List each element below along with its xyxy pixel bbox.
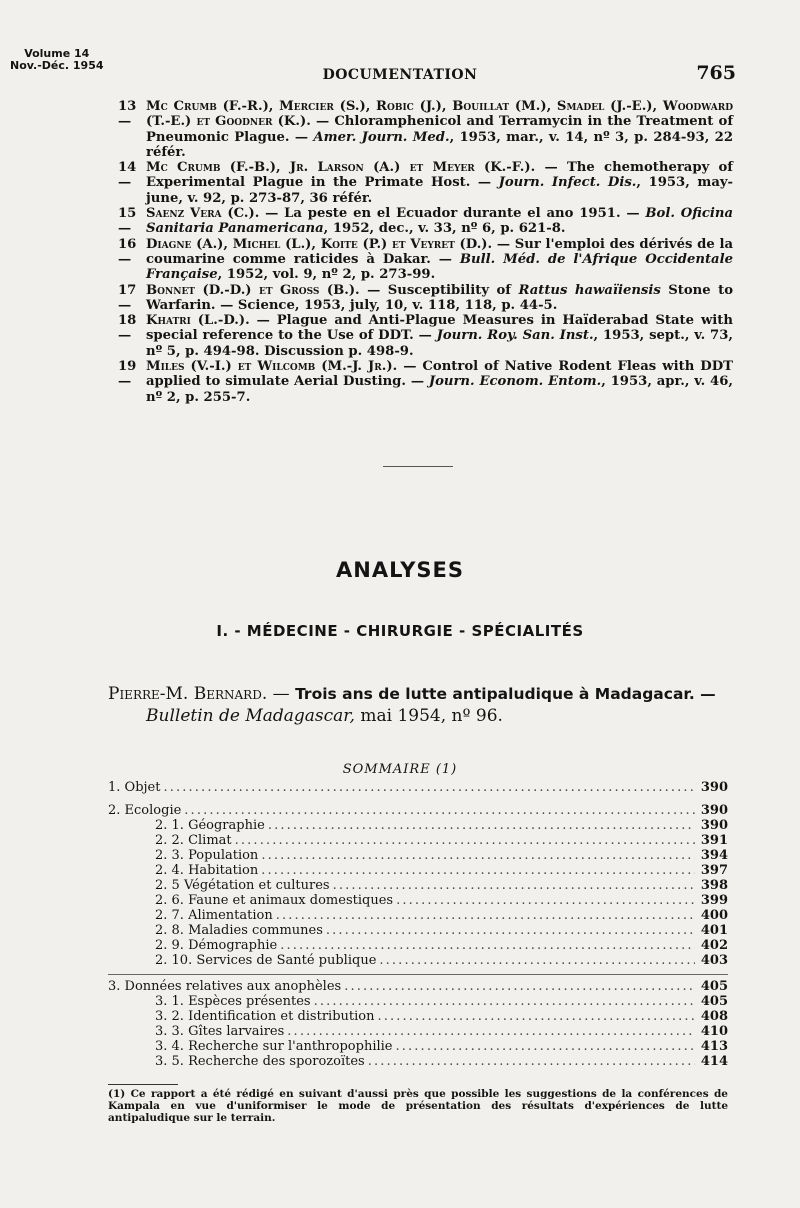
- citation-title: Trois ans de lutte antipaludique à Madagacar. —: [295, 685, 716, 703]
- toc-section: [108, 780, 728, 795]
- toc-section: [108, 803, 728, 818]
- toc-item: [108, 878, 728, 893]
- toc-page: 413: [700, 1039, 728, 1054]
- reference-title: — The chemotherapy of Experimental Plague in the Primate Host. —: [146, 160, 733, 191]
- toc-item: [108, 863, 728, 878]
- toc-leader: [163, 780, 695, 795]
- reference-details: , 1953, apr., v. 46, nº 2, p. 255-7.: [146, 374, 734, 405]
- toc-item-label: 2. 9. Démographie: [155, 938, 278, 953]
- reference-item: [118, 160, 733, 206]
- toc-page: 414: [700, 1054, 728, 1069]
- reference-authors: Mc Crumb (F.-R.), Mercier (S.), Robic (J.), Bouillat (M.), Smadel (J.-E.), Woodward (T.-E.) et Goodner (K.).: [146, 99, 733, 130]
- analysis-citation: [108, 683, 748, 727]
- citation-author: Pierre-M. Bernard.: [108, 684, 268, 704]
- reference-item: [118, 206, 733, 237]
- reference-journal: Journ. Econom. Entom.: [428, 374, 602, 390]
- toc-item: [108, 923, 728, 938]
- toc-item-label: 2. 5 Végétation et cultures: [155, 878, 330, 893]
- reference-details: , 1952, vol. 9, nº 2, p. 273-99.: [217, 267, 436, 283]
- toc-leader: [333, 878, 695, 893]
- issue-date: Nov.-Déc. 1954: [10, 59, 104, 72]
- reference-item: [118, 283, 733, 314]
- reference-number: 19 —: [118, 359, 137, 390]
- reference-journal: Amer. Journ. Med.: [313, 129, 450, 145]
- toc-item-label: 2. 4. Habitation: [155, 863, 259, 878]
- reference-details: Stone to Warfarin. — Science, 1953, july, 10, v. 118, 118, p. 44-5.: [146, 282, 733, 313]
- reference-details: , 1953, sept., v. 73, nº 5, p. 494-98. Discussion p. 498-9.: [146, 328, 733, 359]
- toc-divider: [108, 974, 728, 975]
- reference-text: [146, 283, 733, 314]
- citation-details: mai 1954, nº 96.: [354, 706, 503, 726]
- toc-leader: [184, 803, 695, 818]
- toc-item-label: 2. 2. Climat: [155, 833, 232, 848]
- reference-number: 18 —: [118, 313, 137, 344]
- toc-leader: [261, 863, 695, 878]
- toc-section-label: 1. Objet: [108, 780, 161, 795]
- reference-text: [146, 237, 733, 283]
- toc-item: [108, 908, 728, 923]
- reference-details: , 1953, may-june, v. 92, p. 273-87, 36 référ.: [146, 175, 734, 206]
- toc-item-label: 3. 4. Recherche sur l'anthropophilie: [155, 1039, 393, 1054]
- toc-item-label: 2. 8. Maladies communes: [155, 923, 323, 938]
- toc-item-label: 2. 10. Services de Santé publique: [155, 953, 377, 968]
- toc-item-label: 2. 3. Population: [155, 848, 259, 863]
- reference-title: — La peste en el Ecuador durante el ano 1951. —: [259, 206, 646, 222]
- page-number: 765: [696, 62, 736, 84]
- toc-leader: [280, 938, 695, 953]
- reference-title: — Sur l'emploi des dérivés de la coumarine comme raticides à Dakar. —: [146, 236, 733, 267]
- table-of-contents: [108, 780, 728, 1069]
- reference-number: 14 —: [118, 160, 137, 191]
- reference-authors: Bonnet (D.-D.) et Gross (B.).: [146, 282, 360, 298]
- toc-leader: [276, 908, 695, 923]
- toc-item-label: 2. 6. Faune et animaux domestiques: [155, 893, 394, 908]
- toc-item: [108, 1024, 728, 1039]
- reference-authors: Diagne (A.), Michel (L.), Koite (P.) et Veyret (D.).: [146, 236, 493, 252]
- reference-text: [146, 99, 733, 160]
- toc-page: 402: [700, 938, 728, 953]
- toc-item: [108, 833, 728, 848]
- toc-leader: [377, 1009, 695, 1024]
- reference-list: [118, 99, 733, 405]
- toc-page: 405: [700, 979, 728, 994]
- reference-text: [146, 206, 733, 237]
- toc-item-label: 3. 5. Recherche des sporozoïtes: [155, 1054, 365, 1069]
- toc-item-label: 2. 7. Alimentation: [155, 908, 273, 923]
- reference-item: [118, 237, 733, 283]
- toc-leader: [368, 1054, 695, 1069]
- reference-journal: Bol. Oficina Sanitaria Panamericana: [146, 206, 733, 237]
- toc-page: 391: [700, 833, 728, 848]
- toc-item-label: 3. 3. Gîtes larvaires: [155, 1024, 285, 1039]
- section-heading: I. - MÉDECINE - CHIRURGIE - SPÉCIALITÉS: [216, 622, 584, 640]
- toc-item-label: 3. 1. Espèces présentes: [155, 994, 311, 1009]
- separator-rule: [383, 466, 453, 467]
- toc-section: [108, 979, 728, 994]
- toc-item: [108, 1039, 728, 1054]
- toc-leader: [326, 923, 695, 938]
- reference-item: [118, 313, 733, 359]
- sommaire-heading: SOMMAIRE (1): [342, 762, 458, 777]
- reference-title: — Susceptibility of: [359, 282, 519, 298]
- toc-leader: [314, 994, 695, 1009]
- toc-page: 398: [700, 878, 728, 893]
- toc-page: 390: [700, 818, 728, 833]
- reference-authors: Saenz Vera (C.).: [146, 206, 260, 222]
- toc-leader: [268, 818, 695, 833]
- toc-item: [108, 1009, 728, 1024]
- reference-journal: Bull. Méd. de l'Afrique Occidentale Française: [146, 251, 733, 283]
- reference-number: 16 —: [118, 236, 137, 267]
- reference-title: — Chloramphenicol and Terramycin in the Treatment of Pneumonic Plague. —: [146, 114, 733, 145]
- toc-page: 403: [700, 953, 728, 968]
- toc-item: [108, 848, 728, 863]
- volume-label: Volume 14: [24, 47, 90, 60]
- toc-page: 400: [700, 908, 728, 923]
- reference-item: [118, 99, 733, 160]
- citation-journal: Bulletin de Madagascar,: [146, 706, 355, 726]
- toc-leader: [379, 953, 695, 968]
- toc-page: 397: [700, 863, 728, 878]
- toc-leader: [287, 1024, 695, 1039]
- reference-authors: Mc Crumb (F.-B.), Jr. Larson (A.) et Meyer (K.-F.).: [146, 160, 536, 176]
- reference-number: 17 —: [118, 282, 137, 313]
- toc-item: [108, 818, 728, 833]
- reference-item: [118, 359, 733, 405]
- footnote: (1) Ce rapport a été rédigé en suivant d'aussi près que possible les suggestions de la conférences de Kampala en vue d'uniformiser le mode de présentation des résultats d'expériences de lutte antipaludique sur le terrain.: [108, 1088, 728, 1124]
- reference-journal: Rattus hawaïiensis: [518, 282, 661, 298]
- toc-item-label: 2. 1. Géographie: [155, 818, 265, 833]
- reference-text: [146, 313, 733, 359]
- toc-page: 394: [700, 848, 728, 863]
- running-title: DOCUMENTATION: [322, 67, 478, 83]
- analyses-heading: ANALYSES: [336, 558, 464, 582]
- reference-authors: Khatri (L.-D.).: [146, 313, 250, 329]
- toc-leader: [235, 833, 695, 848]
- toc-item: [108, 893, 728, 908]
- toc-page: 408: [700, 1009, 728, 1024]
- toc-section-label: 2. Ecologie: [108, 803, 182, 818]
- reference-title: — Plague and Anti-Plague Measures in Haïderabad State with special reference to the Use of DDT. —: [146, 313, 733, 344]
- reference-text: [146, 160, 733, 206]
- toc-leader: [396, 1039, 696, 1054]
- reference-number: 15 —: [118, 206, 137, 237]
- reference-title: — Control of Native Rodent Fleas with DDT applied to simulate Aerial Dusting. —: [146, 359, 733, 390]
- reference-number: 13 —: [118, 99, 137, 130]
- toc-item: [108, 953, 728, 968]
- citation-dash: —: [267, 684, 296, 704]
- toc-page: 405: [700, 994, 728, 1009]
- reference-journal: Journ. Infect. Dis.: [498, 175, 637, 191]
- toc-page: 399: [700, 893, 728, 908]
- toc-item-label: 3. 2. Identification et distribution: [155, 1009, 375, 1024]
- reference-journal: Journ. Roy. San. Inst.: [436, 328, 594, 344]
- toc-leader: [396, 893, 695, 908]
- toc-page: 410: [700, 1024, 728, 1039]
- reference-authors: Miles (V.-I.) et Wilcomb (M.-J. Jr.).: [146, 359, 398, 375]
- toc-item: [108, 938, 728, 953]
- toc-leader: [344, 979, 695, 994]
- toc-section-label: 3. Données relatives aux anophèles: [108, 979, 342, 994]
- toc-page: 401: [700, 923, 728, 938]
- toc-page: 390: [700, 780, 728, 795]
- toc-item: [108, 1054, 728, 1069]
- toc-leader: [261, 848, 695, 863]
- reference-details: , 1952, dec., v. 33, nº 6, p. 621-8.: [323, 221, 566, 237]
- footnote-rule: [108, 1084, 178, 1085]
- reference-details: , 1953, mar., v. 14, nº 3, p. 284-93, 22 référ.: [146, 129, 733, 160]
- toc-page: 390: [700, 803, 728, 818]
- reference-text: [146, 359, 733, 405]
- toc-item: [108, 994, 728, 1009]
